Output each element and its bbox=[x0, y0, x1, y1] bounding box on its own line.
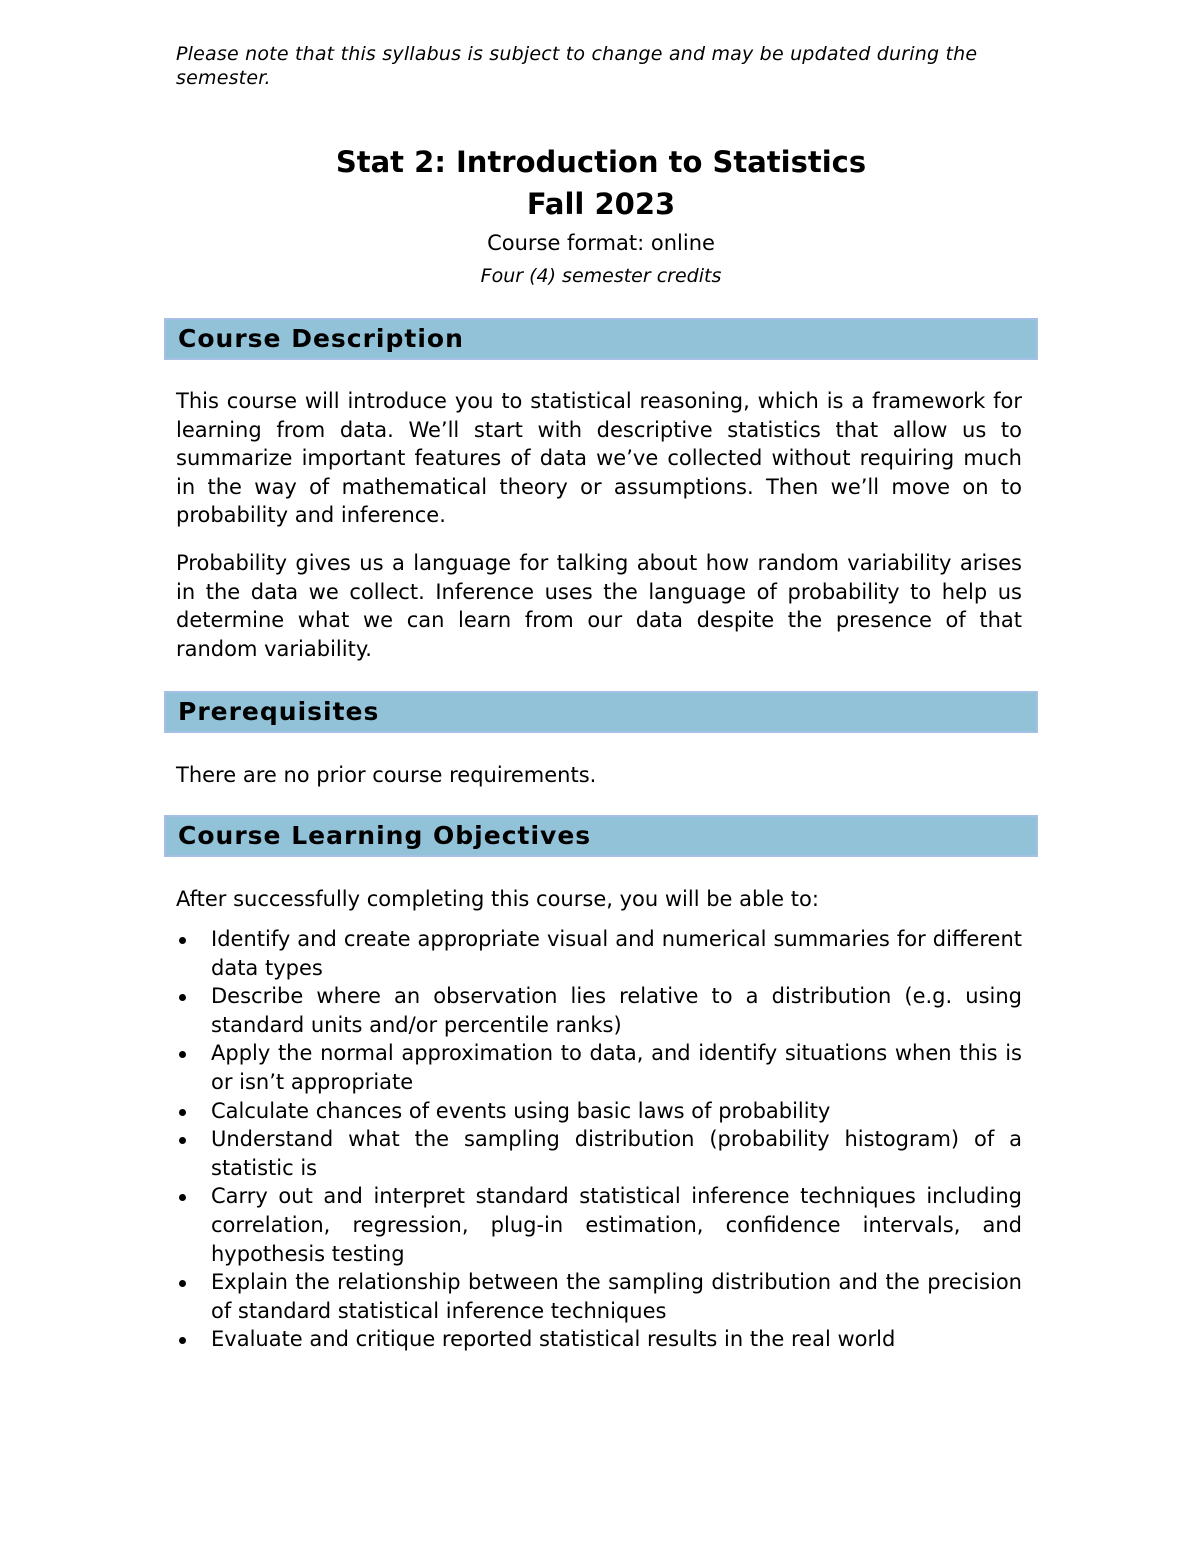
objective-text: Evaluate and critique reported statistical results in the real world bbox=[211, 1327, 896, 1352]
list-item bbox=[176, 1125, 1022, 1182]
objective-text: Identify and create appropriate visual and numerical summaries for different data types bbox=[211, 927, 1022, 980]
objective-text: Calculate chances of events using basic laws of probability bbox=[211, 1098, 831, 1123]
objectives-list bbox=[176, 925, 1022, 1354]
section-heading: Prerequisites bbox=[178, 697, 380, 726]
prerequisites-text: There are no prior course requirements. bbox=[176, 763, 597, 787]
objective-text: Describe where an observation lies relative to a distribution (e.g. using standard units and/or percentile ranks) bbox=[211, 984, 1022, 1037]
section-header-course-description bbox=[164, 318, 1038, 360]
list-item bbox=[176, 1097, 1022, 1126]
list-item bbox=[176, 982, 1022, 1039]
bullet-icon bbox=[179, 1137, 186, 1144]
objective-text: Understand what the sampling distribution (probability histogram) of a statistic is bbox=[211, 1127, 1022, 1180]
bullet-icon bbox=[179, 1109, 186, 1116]
bullet-icon bbox=[179, 994, 186, 1001]
section-header-prerequisites bbox=[164, 691, 1038, 733]
bullet-icon bbox=[179, 1280, 186, 1287]
section-heading: Course Description bbox=[178, 324, 464, 353]
list-item bbox=[176, 925, 1022, 982]
bullet-icon bbox=[179, 1051, 186, 1058]
objective-text: Explain the relationship between the sampling distribution and the precision of standard statistical inference techniques bbox=[211, 1270, 1022, 1323]
objective-text: Carry out and interpret standard statistical inference techniques including correlation, regression, plug-in estimation, confidence intervals, and hypothesis testing bbox=[211, 1184, 1022, 1266]
bullet-icon bbox=[179, 1194, 186, 1201]
bullet-icon bbox=[179, 937, 186, 944]
course-title: Stat 2: Introduction to Statistics bbox=[335, 145, 867, 179]
description-paragraph: This course will introduce you to statistical reasoning, which is a framework for learning from data. We’ll start with descriptive statistics that allow us to summarize important features of data we’ve collected without requiring much in the way of mathematical theory or assumptions. Then we’ll move on to probability and inference. bbox=[176, 389, 1022, 528]
disclaimer-note: Please note that this syllabus is subject to change and may be updated during the semester. bbox=[176, 43, 978, 89]
course-credits: Four (4) semester credits bbox=[480, 265, 722, 287]
list-item bbox=[176, 1268, 1022, 1325]
list-item bbox=[176, 1325, 1022, 1354]
section-header-learning-objectives bbox=[164, 815, 1038, 857]
course-term: Fall 2023 bbox=[526, 187, 676, 221]
objective-text: Apply the normal approximation to data, and identify situations when this is or isn’t appropriate bbox=[211, 1041, 1022, 1094]
objectives-intro: After successfully completing this course, you will be able to: bbox=[176, 887, 819, 911]
list-item bbox=[176, 1039, 1022, 1096]
course-format: Course format: online bbox=[487, 231, 715, 255]
description-paragraph: Probability gives us a language for talking about how random variability arises in the data we collect. Inference uses the language of probability to help us determine what we can learn from our data despite the presence of that random variability. bbox=[176, 551, 1022, 661]
bullet-icon bbox=[179, 1337, 186, 1344]
section-heading: Course Learning Objectives bbox=[178, 821, 592, 850]
list-item bbox=[176, 1182, 1022, 1268]
